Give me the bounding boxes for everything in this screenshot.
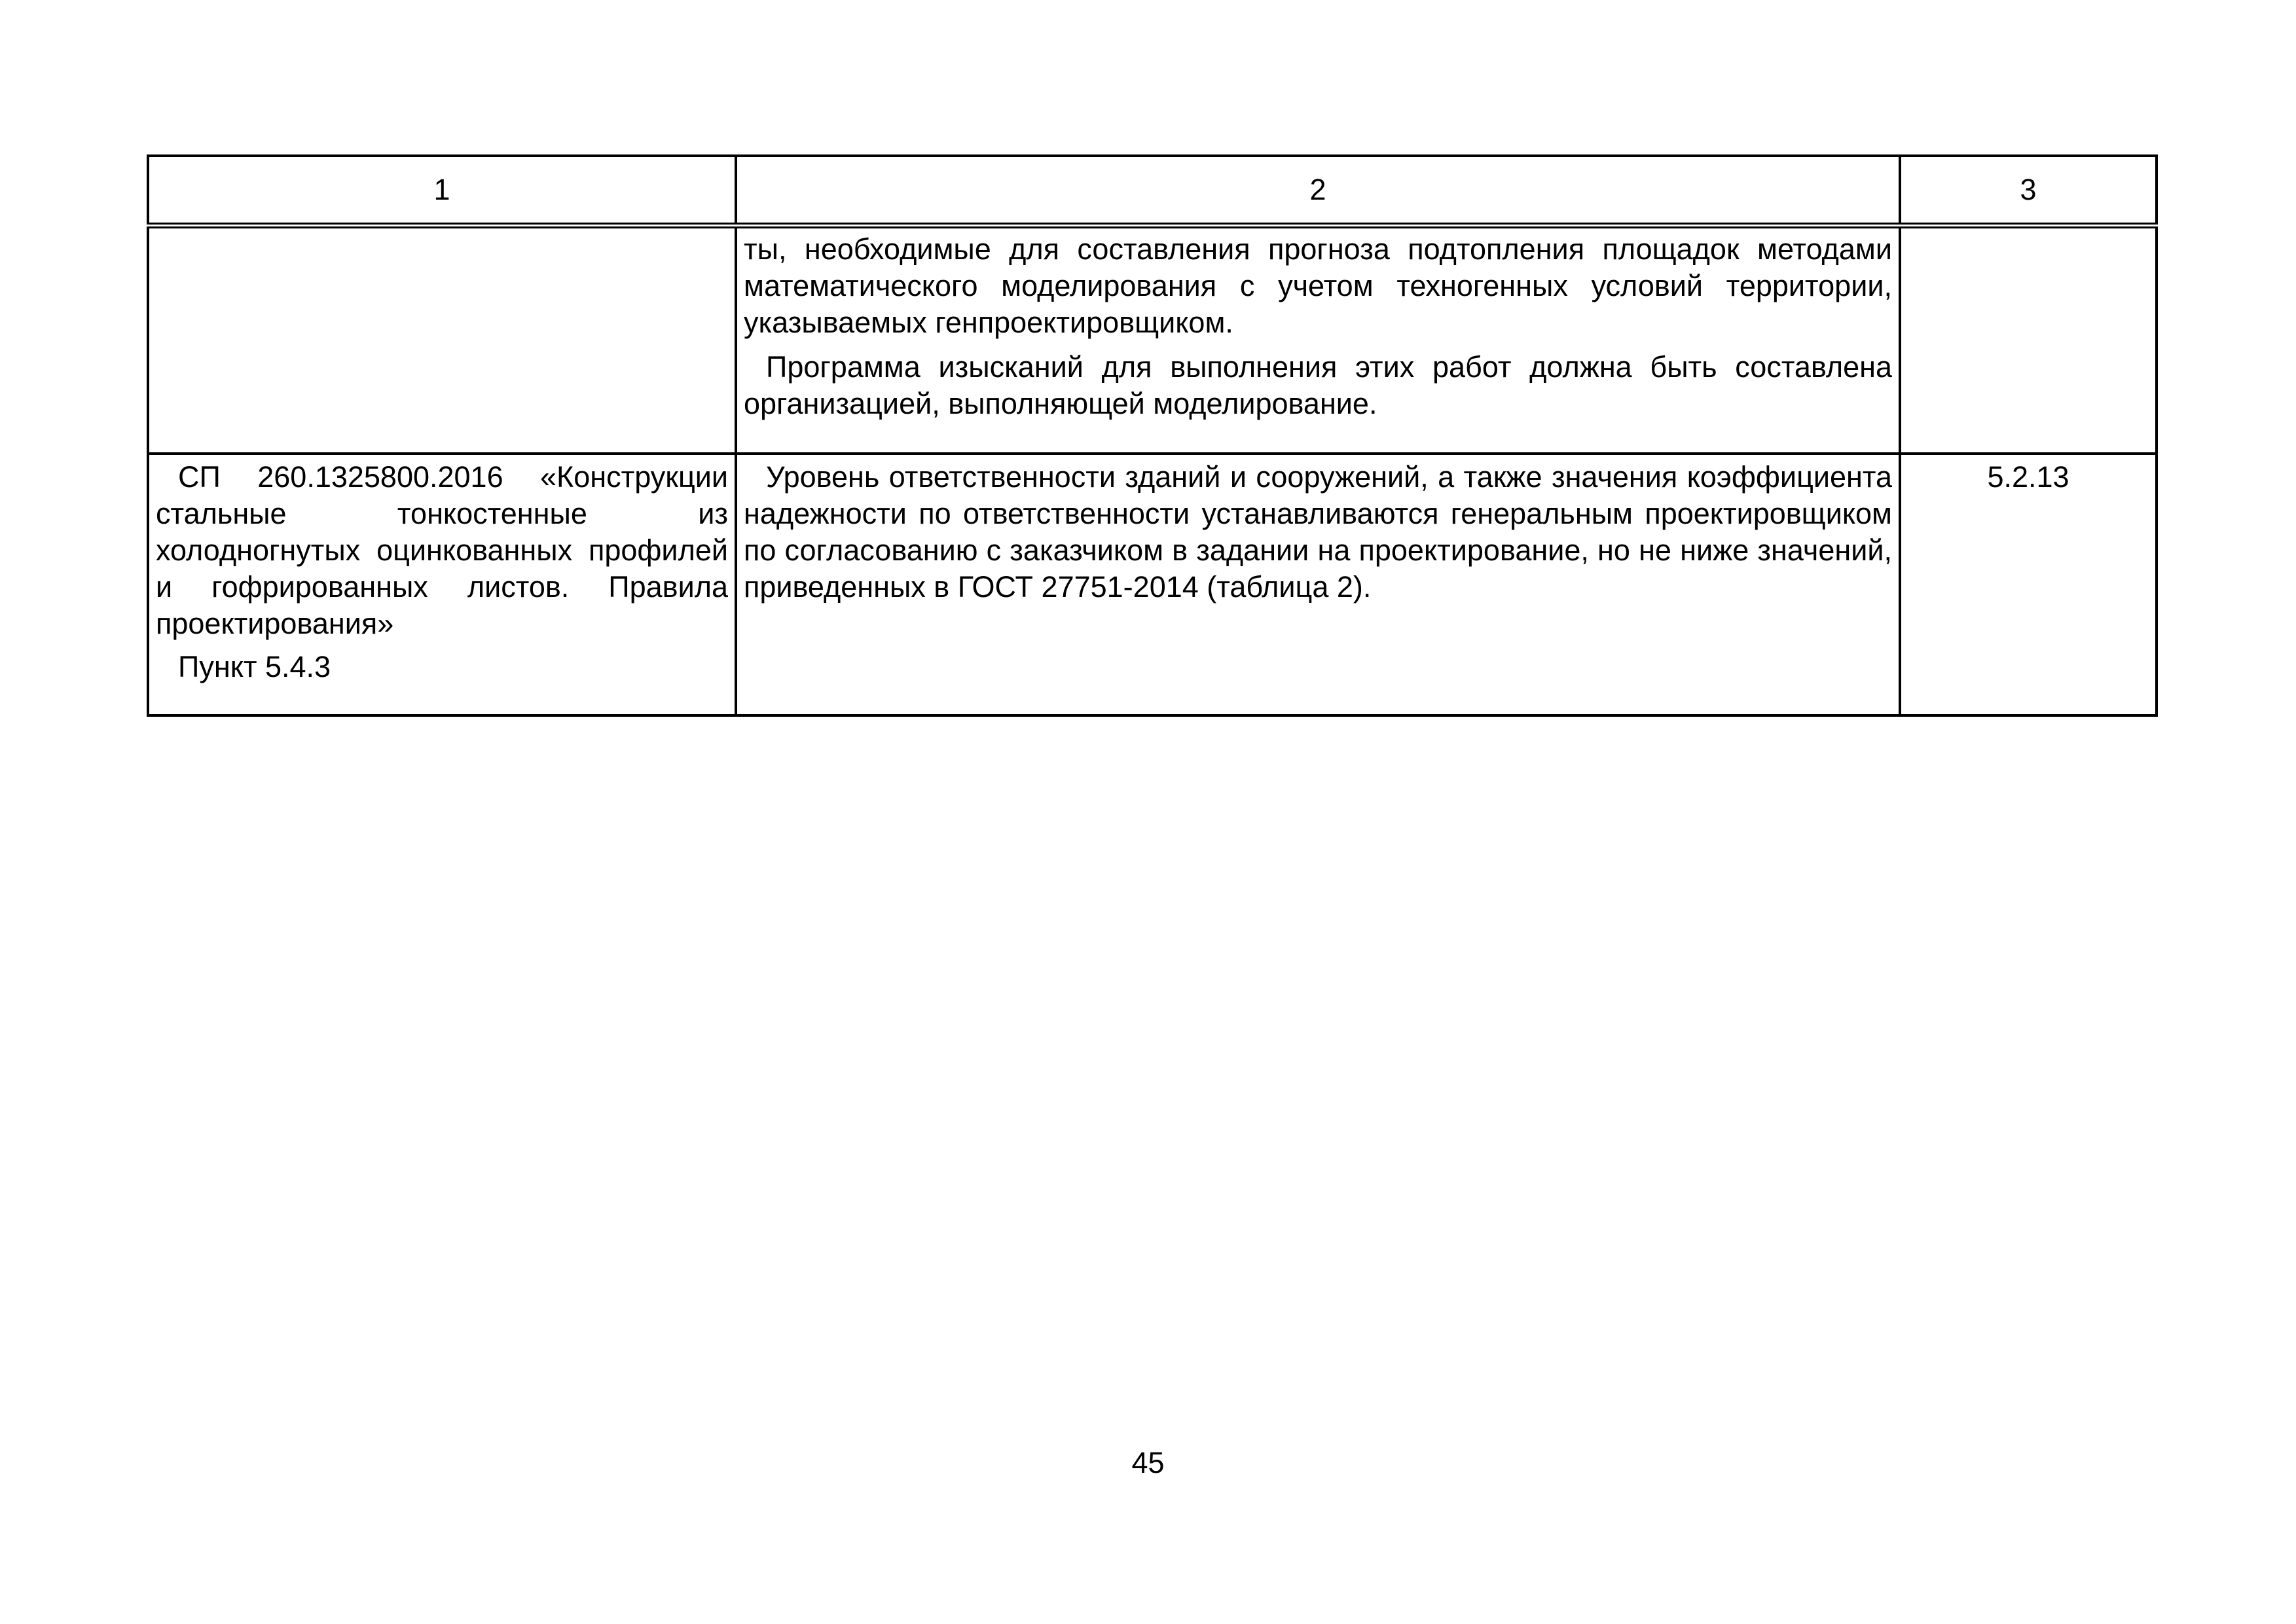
document-cell xyxy=(148,454,736,715)
page-number: 45 xyxy=(1131,1446,1165,1479)
reference-cell: 5.2.13 xyxy=(1900,454,2157,715)
header-col-3: 3 xyxy=(1900,156,2157,226)
header-row xyxy=(148,156,2157,226)
requirement-cell xyxy=(736,454,1900,715)
document-title: СП 260.1325800.2016 «Конструкции стальные тонкостенные из холодногнутых оцинкованных профилей и гофрированных листов. Правила проектирования» xyxy=(156,460,728,640)
document-cell-empty xyxy=(148,226,736,454)
table-row xyxy=(148,454,2157,715)
reference-cell-empty xyxy=(1900,226,2157,454)
table-row xyxy=(148,226,2157,454)
header-col-2: 2 xyxy=(736,156,1900,226)
requirement-cell xyxy=(736,226,1900,454)
requirement-paragraph: Уровень ответственности зданий и сооружений, а также значения коэффициента надежности по ответственности устанавливаются генеральным проектировщиком по согласованию с заказчиком в задании на проектирование, но не ниже значений, приведенных в ГОСТ 27751-2014 (таблица 2). xyxy=(744,460,1892,604)
requirements-table xyxy=(147,154,2158,717)
requirement-paragraph: ты, необходимые для составления прогноза подтопления площадок методами математического моделирования с учетом техногенных условий территории, указываемых генпроектировщиком. xyxy=(744,232,1892,339)
requirement-paragraph: Программа изысканий для выполнения этих работ должна быть составлена организацией, выполняющей моделирование. xyxy=(744,350,1892,420)
header-col-1: 1 xyxy=(148,156,736,226)
document-point: Пункт 5.4.3 xyxy=(178,650,331,683)
